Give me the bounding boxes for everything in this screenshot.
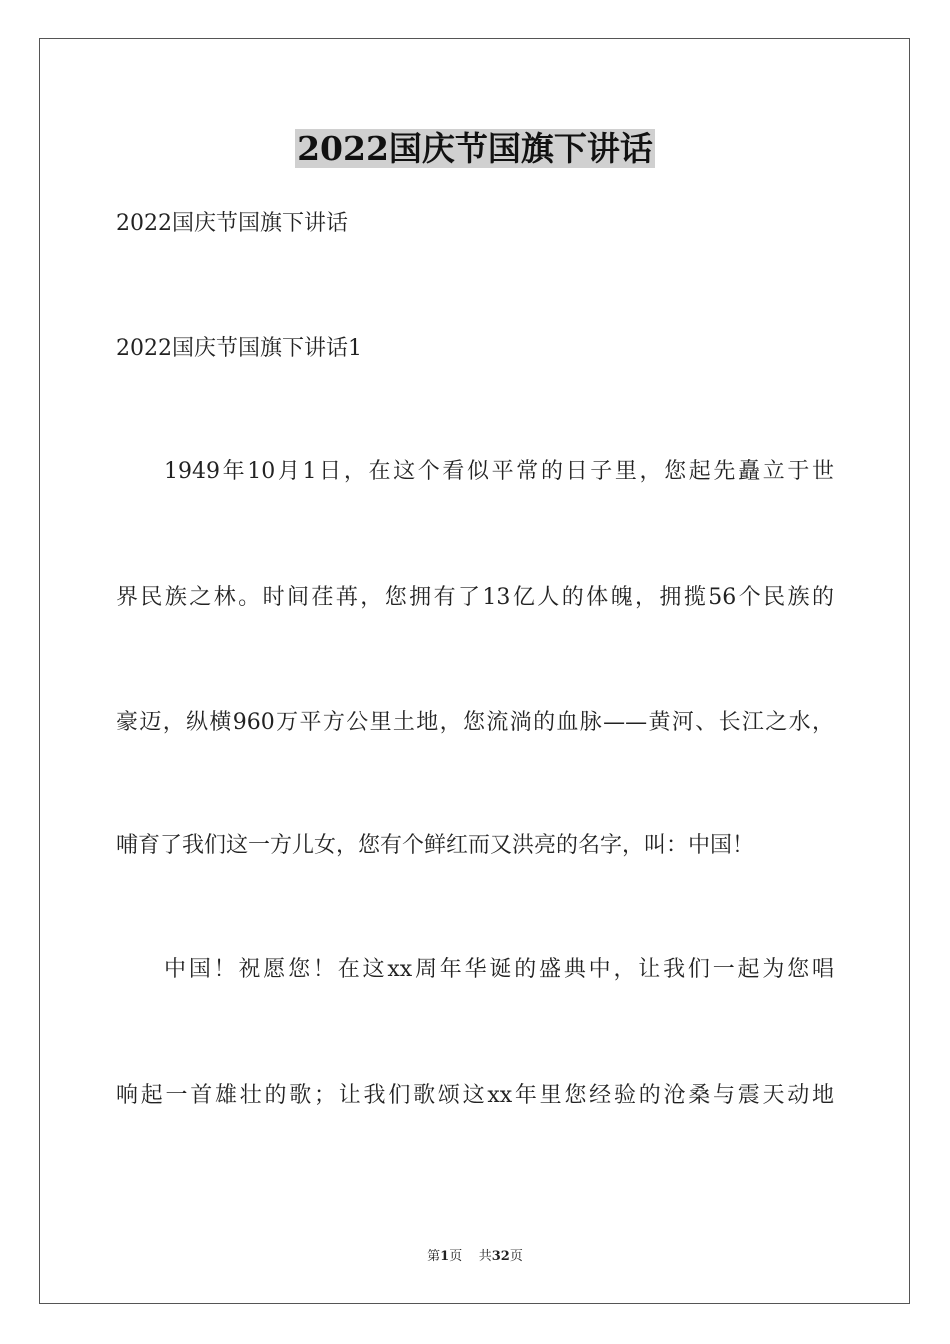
- total-prefix: 共: [478, 1249, 492, 1264]
- paragraph-line: 界民族之林。时间荏苒，您拥有了13亿人的体魄，拥揽56个民族的: [116, 585, 834, 610]
- subtitle-line: 2022国庆节国旗下讲话: [116, 211, 348, 236]
- document-title: [0, 126, 950, 172]
- page-prefix: 第: [427, 1249, 441, 1264]
- document-title-text: 2022国庆节国旗下讲话: [297, 129, 653, 168]
- paragraph-line: 1949年10月1日，在这个看似平常的日子里，您起先矗立于世: [164, 459, 834, 484]
- total-suffix: 页: [509, 1249, 523, 1264]
- page-number: 1: [440, 1249, 450, 1264]
- total-pages: 32: [491, 1249, 510, 1264]
- paragraph-line: 响起一首雄壮的歌；让我们歌颂这xx年里您经验的沧桑与震天动地: [116, 1083, 834, 1108]
- page-suffix: 页: [449, 1249, 463, 1264]
- paragraph-line: 哺育了我们这一方儿女，您有个鲜红而又洪亮的名字，叫：中国！: [116, 833, 755, 858]
- section-heading: 2022国庆节国旗下讲话1: [116, 336, 362, 361]
- paragraph-line: 豪迈，纵横960万平方公里土地，您流淌的血脉——黄河、长江之水，: [116, 710, 834, 735]
- paragraph-line: 中国！祝愿您！在这xx周年华诞的盛典中，让我们一起为您唱: [164, 957, 834, 982]
- page-footer: [0, 1248, 950, 1266]
